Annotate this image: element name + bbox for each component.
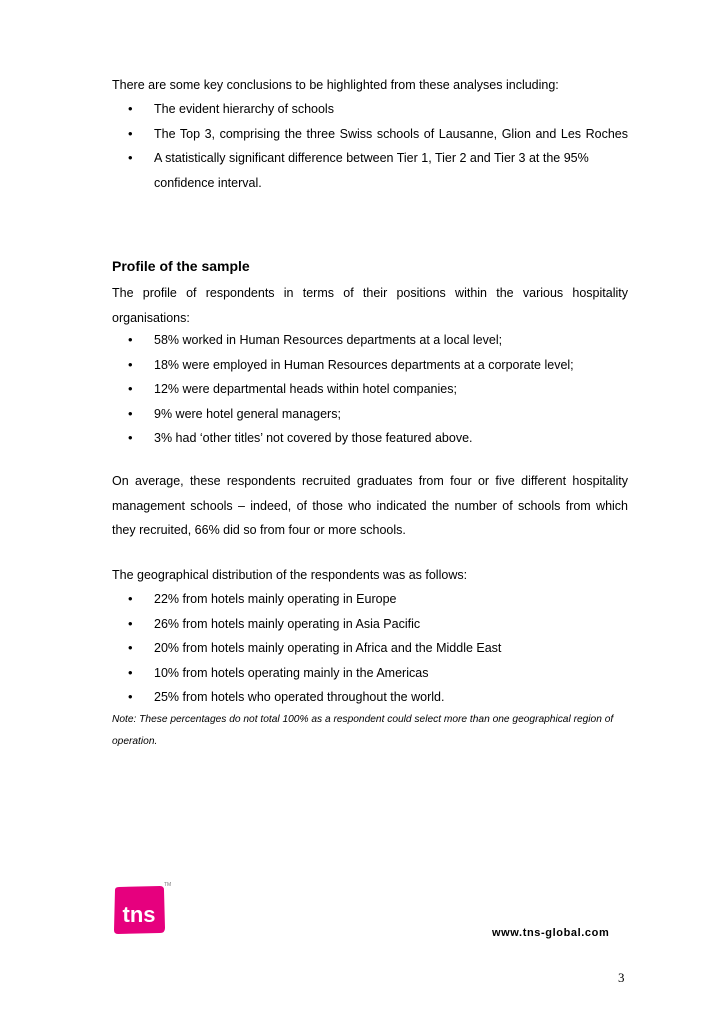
profile-list [112, 328, 628, 451]
trademark-mark: TM [164, 882, 172, 888]
section-heading: Profile of the sample [112, 258, 250, 274]
list-item: • 12% were departmental heads within hotel companies; [128, 381, 457, 396]
list-item: • 18% were employed in Human Resources departments at a corporate level; [128, 356, 574, 372]
profile-intro: The profile of respondents in terms of their positions within the various hospitality organisations: [112, 286, 628, 325]
conclusions-list [112, 97, 628, 195]
list-item: • 25% from hotels who operated throughout the world. [128, 689, 445, 704]
conclusions-intro: There are some key conclusions to be highlighted from these analyses including: [112, 78, 559, 92]
list-item: • The Top 3, comprising the three Swiss schools of Lausanne, Glion and Les Roches [128, 125, 628, 141]
website-link[interactable]: www.tns-global.com [492, 927, 610, 939]
list-item: • 10% from hotels operating mainly in the Americas [128, 664, 429, 680]
list-item: • 20% from hotels mainly operating in Africa and the Middle East [128, 640, 502, 655]
list-item: • 26% from hotels mainly operating in Asia Pacific [128, 615, 421, 631]
average-paragraph: On average, these respondents recruited graduates from four or five different hospitality management schools – indeed, of those who indicated the number of schools from which they recruited, 66% did so from four or more schools. [112, 474, 628, 537]
geography-list [112, 587, 628, 710]
list-item: • 9% were hotel general managers; [128, 405, 341, 421]
footnote: Note: These percentages do not total 100% as a respondent could select more than one geographical region of operation. [112, 714, 614, 747]
tns-logo [113, 886, 165, 934]
list-item: • The evident hierarchy of schools [128, 101, 334, 116]
list-item: • 22% from hotels mainly operating in Europe [128, 591, 397, 606]
logo-text: tns [122, 902, 156, 927]
list-item: • 3% had ‘other titles’ not covered by those featured above. [128, 430, 473, 445]
list-item: • 58% worked in Human Resources departments at a local level; [128, 332, 503, 347]
geography-intro: The geographical distribution of the respondents was as follows: [112, 568, 468, 582]
list-item: • A statistically significant difference between Tier 1, Tier 2 and Tier 3 at the 95% confidence interval. [128, 150, 589, 190]
page-number: 3 [618, 970, 625, 985]
